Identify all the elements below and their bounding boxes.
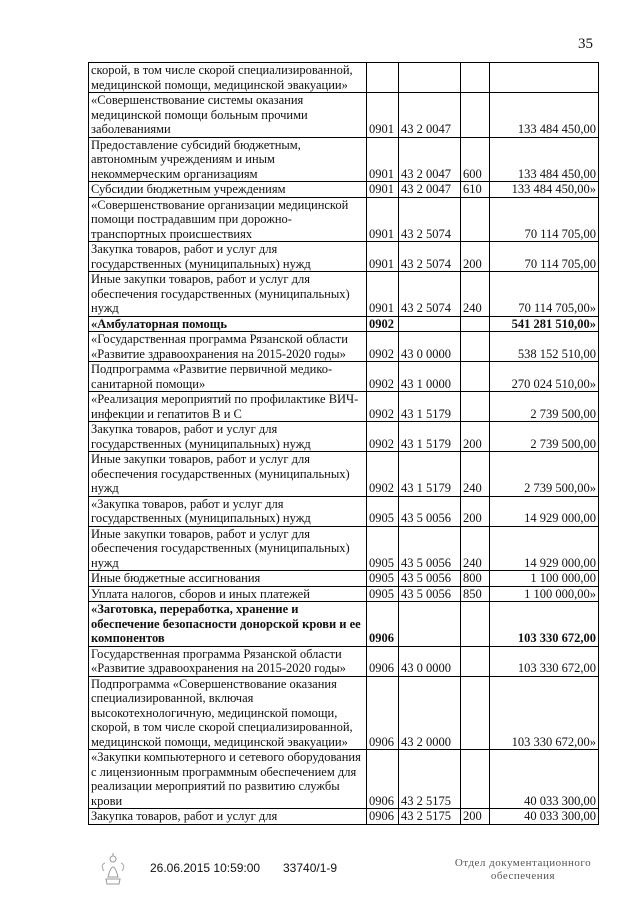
row-code-cell: 43 2 5074 — [399, 242, 461, 272]
table-row — [89, 316, 599, 332]
row-expense-type-cell — [461, 602, 490, 647]
table-row — [89, 272, 599, 317]
row-section-cell: 0901 — [367, 182, 399, 198]
row-section-cell: 0902 — [367, 422, 399, 452]
table-row — [89, 496, 599, 526]
row-code-cell: 43 2 5074 — [399, 272, 461, 317]
row-code-cell: 43 5 0056 — [399, 526, 461, 571]
table-row — [89, 586, 599, 602]
row-expense-type-cell: 200 — [461, 422, 490, 452]
table-row — [89, 362, 599, 392]
row-code-cell — [399, 63, 461, 93]
row-expense-type-cell: 200 — [461, 242, 490, 272]
row-amount-cell: 70 114 705,00 — [490, 197, 599, 242]
row-expense-type-cell: 200 — [461, 496, 490, 526]
row-name-cell: Подпрограмма «Развитие первичной медико-санитарной помощи» — [89, 362, 367, 392]
table-row — [89, 93, 599, 138]
row-code-cell: 43 0 0000 — [399, 332, 461, 362]
row-section-cell: 0905 — [367, 586, 399, 602]
row-amount-cell: 1 100 000,00» — [490, 586, 599, 602]
row-name-cell: «Государственная программа Рязанской области «Развитие здравоохранения на 2015-2020 годы» — [89, 332, 367, 362]
row-section-cell: 0905 — [367, 526, 399, 571]
row-expense-type-cell: 600 — [461, 137, 490, 182]
row-amount-cell: 103 330 672,00 — [490, 646, 599, 676]
table-row — [89, 422, 599, 452]
row-amount-cell: 103 330 672,00 — [490, 602, 599, 647]
row-code-cell — [399, 602, 461, 647]
table-row — [89, 602, 599, 647]
row-code-cell: 43 5 0056 — [399, 571, 461, 587]
row-section-cell: 0902 — [367, 316, 399, 332]
row-name-cell: «Заготовка, переработка, хранение и обеспечение безопасности донорской крови и ее компонентов — [89, 602, 367, 647]
table-row — [89, 392, 599, 422]
row-amount-cell: 70 114 705,00» — [490, 272, 599, 317]
row-name-cell: «Совершенствование организации медицинской помощи пострадавшим при дорожно-транспортных происшествиях — [89, 197, 367, 242]
budget-table — [88, 62, 599, 825]
row-code-cell: 43 5 0056 — [399, 586, 461, 602]
footer-datetime: 26.06.2015 10:59:00 — [150, 861, 261, 875]
row-name-cell: Субсидии бюджетным учреждениям — [89, 182, 367, 198]
row-code-cell: 43 2 0047 — [399, 182, 461, 198]
row-name-cell: скорой, в том числе скорой специализированной, медицинской помощи, медицинской эвакуации» — [89, 63, 367, 93]
table-row — [89, 197, 599, 242]
row-expense-type-cell — [461, 750, 490, 809]
row-expense-type-cell: 240 — [461, 272, 490, 317]
row-name-cell: Государственная программа Рязанской области «Развитие здравоохранения на 2015-2020 годы» — [89, 646, 367, 676]
row-section-cell: 0902 — [367, 332, 399, 362]
row-expense-type-cell — [461, 646, 490, 676]
table-row — [89, 137, 599, 182]
table-row — [89, 63, 599, 93]
row-amount-cell: 70 114 705,00 — [490, 242, 599, 272]
row-expense-type-cell — [461, 93, 490, 138]
row-expense-type-cell — [461, 392, 490, 422]
table-row — [89, 242, 599, 272]
row-name-cell: «Реализация мероприятий по профилактике ВИЧ-инфекции и гепатитов В и С — [89, 392, 367, 422]
row-name-cell: Уплата налогов, сборов и иных платежей — [89, 586, 367, 602]
row-name-cell: Подпрограмма «Совершенствование оказания специализированной, включая высокотехнологичную, медицинской помощи, скорой, в том числе скорой специализированной, медицинской помощи, медицинской эвакуации» — [89, 676, 367, 750]
table-row — [89, 676, 599, 750]
row-code-cell: 43 2 5175 — [399, 750, 461, 809]
row-expense-type-cell — [461, 63, 490, 93]
table-row — [89, 750, 599, 809]
row-code-cell: 43 2 5175 — [399, 809, 461, 825]
row-expense-type-cell: 610 — [461, 182, 490, 198]
row-amount-cell: 133 484 450,00 — [490, 137, 599, 182]
row-expense-type-cell — [461, 676, 490, 750]
row-section-cell: 0906 — [367, 809, 399, 825]
row-name-cell: Закупка товаров, работ и услуг для — [89, 809, 367, 825]
footer-document-code: 33740/1-9 — [283, 861, 338, 875]
row-expense-type-cell: 240 — [461, 526, 490, 571]
row-code-cell: 43 1 5179 — [399, 392, 461, 422]
row-amount-cell: 40 033 300,00 — [490, 750, 599, 809]
row-section-cell — [367, 63, 399, 93]
row-section-cell: 0902 — [367, 392, 399, 422]
row-amount-cell: 103 330 672,00» — [490, 676, 599, 750]
row-expense-type-cell: 800 — [461, 571, 490, 587]
row-section-cell: 0901 — [367, 197, 399, 242]
coat-of-arms-icon — [96, 849, 130, 887]
row-name-cell: Иные закупки товаров, работ и услуг для обеспечения государственных (муниципальных) нужд — [89, 526, 367, 571]
table-row — [89, 571, 599, 587]
row-section-cell: 0905 — [367, 496, 399, 526]
table-row — [89, 182, 599, 198]
row-code-cell: 43 1 0000 — [399, 362, 461, 392]
row-expense-type-cell — [461, 316, 490, 332]
row-section-cell: 0906 — [367, 676, 399, 750]
row-amount-cell — [490, 63, 599, 93]
row-name-cell: «Совершенствование системы оказания медицинской помощи больным прочими заболеваниями — [89, 93, 367, 138]
row-name-cell: «Закупка товаров, работ и услуг для государственных (муниципальных) нужд — [89, 496, 367, 526]
row-section-cell: 0901 — [367, 272, 399, 317]
row-code-cell: 43 2 5074 — [399, 197, 461, 242]
row-amount-cell: 270 024 510,00» — [490, 362, 599, 392]
row-name-cell: Закупка товаров, работ и услуг для государственных (муниципальных) нужд — [89, 422, 367, 452]
row-amount-cell: 133 484 450,00» — [490, 182, 599, 198]
row-code-cell: 43 5 0056 — [399, 496, 461, 526]
row-section-cell: 0906 — [367, 750, 399, 809]
row-amount-cell: 541 281 510,00» — [490, 316, 599, 332]
row-amount-cell: 40 033 300,00 — [490, 809, 599, 825]
row-name-cell: «Амбулаторная помощь — [89, 316, 367, 332]
page-footer — [88, 855, 608, 891]
row-section-cell: 0901 — [367, 137, 399, 182]
row-section-cell: 0905 — [367, 571, 399, 587]
table-row — [89, 646, 599, 676]
row-amount-cell: 538 152 510,00 — [490, 332, 599, 362]
row-section-cell: 0906 — [367, 602, 399, 647]
budget-table-body — [89, 63, 599, 825]
row-code-cell — [399, 316, 461, 332]
row-name-cell: Иные закупки товаров, работ и услуг для обеспечения государственных (муниципальных) нужд — [89, 272, 367, 317]
row-amount-cell: 133 484 450,00 — [490, 93, 599, 138]
row-expense-type-cell — [461, 332, 490, 362]
row-name-cell: Иные бюджетные ассигнования — [89, 571, 367, 587]
row-section-cell: 0906 — [367, 646, 399, 676]
row-name-cell: Закупка товаров, работ и услуг для государственных (муниципальных) нужд — [89, 242, 367, 272]
row-expense-type-cell: 200 — [461, 809, 490, 825]
row-section-cell: 0901 — [367, 93, 399, 138]
row-expense-type-cell: 240 — [461, 452, 490, 497]
row-name-cell: «Закупки компьютерного и сетевого оборудования с лицензионным программным обеспечением для реализации мероприятий по развитию службы крови — [89, 750, 367, 809]
row-amount-cell: 2 739 500,00 — [490, 392, 599, 422]
table-row — [89, 809, 599, 825]
table-row — [89, 452, 599, 497]
row-code-cell: 43 2 0047 — [399, 93, 461, 138]
footer-department-stamp: Отдел документационного обеспечения — [454, 857, 592, 882]
row-name-cell: Иные закупки товаров, работ и услуг для обеспечения государственных (муниципальных) нужд — [89, 452, 367, 497]
row-amount-cell: 1 100 000,00 — [490, 571, 599, 587]
row-expense-type-cell — [461, 197, 490, 242]
table-row — [89, 332, 599, 362]
row-code-cell: 43 1 5179 — [399, 452, 461, 497]
row-amount-cell: 14 929 000,00 — [490, 526, 599, 571]
row-amount-cell: 2 739 500,00 — [490, 422, 599, 452]
row-name-cell: Предоставление субсидий бюджетным, автономным учреждениям и иным некоммерческим организациям — [89, 137, 367, 182]
row-code-cell: 43 2 0000 — [399, 676, 461, 750]
row-expense-type-cell: 850 — [461, 586, 490, 602]
row-code-cell: 43 1 5179 — [399, 422, 461, 452]
row-amount-cell: 14 929 000,00 — [490, 496, 599, 526]
row-section-cell: 0902 — [367, 362, 399, 392]
row-expense-type-cell — [461, 362, 490, 392]
row-amount-cell: 2 739 500,00» — [490, 452, 599, 497]
budget-table-wrapper — [88, 62, 599, 825]
row-section-cell: 0901 — [367, 242, 399, 272]
page-number: 35 — [578, 36, 593, 52]
row-code-cell: 43 0 0000 — [399, 646, 461, 676]
row-code-cell: 43 2 0047 — [399, 137, 461, 182]
row-section-cell: 0902 — [367, 452, 399, 497]
table-row — [89, 526, 599, 571]
